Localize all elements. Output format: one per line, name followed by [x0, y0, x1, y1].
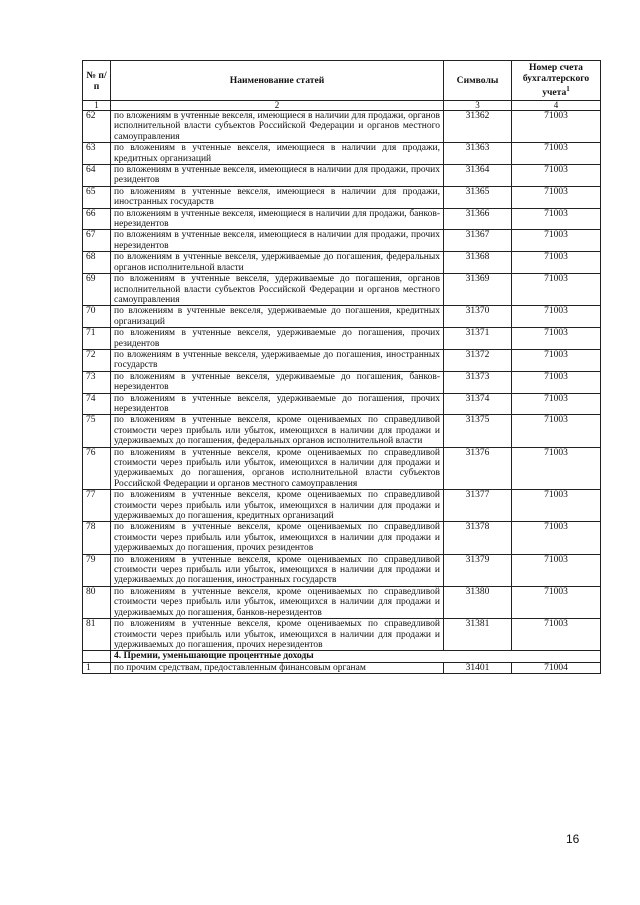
row-description: по вложениям в учтенные векселя, имеющиеся в наличии для продажи, прочих нерезидентов: [111, 230, 444, 252]
row-description: по вложениям в учтенные векселя, кроме оцениваемых по справедливой стоимости через прибыль или убыток, имеющихся в наличии для продажи и удерживаемых до погашения, федеральных органов исполнительной власти: [111, 415, 444, 447]
row-number: 77: [83, 490, 111, 522]
row-description: по вложениям в учтенные векселя, удерживаемые до погашения, банков-нерезидентов: [111, 371, 444, 393]
row-number: 66: [83, 208, 111, 230]
table-body: [83, 111, 601, 651]
row-number: 79: [83, 554, 111, 586]
row-description: по вложениям в учтенные векселя, кроме оцениваемых по справедливой стоимости через прибыль или убыток, имеющихся в наличии для продажи и удерживаемых до погашения, прочих нерезидентов: [111, 619, 444, 651]
row-number: 73: [83, 371, 111, 393]
table-row: [83, 165, 601, 187]
row-account: 71003: [512, 252, 601, 274]
row-description: по вложениям в учтенные векселя, удерживаемые до погашения, федеральных органов исполнительной власти: [111, 252, 444, 274]
row-symbol: 31374: [444, 393, 512, 415]
table-footer-body: [83, 651, 601, 674]
row-description: по вложениям в учтенные векселя, имеющиеся в наличии для продажи, кредитных организаций: [111, 143, 444, 165]
page-number: 16: [566, 832, 580, 846]
table-row: [83, 306, 601, 328]
row-description: по вложениям в учтенные векселя, кроме оцениваемых по справедливой стоимости через прибыль или убыток, имеющихся в наличии для продажи и удерживаемых до погашения, прочих резидентов: [111, 522, 444, 554]
row-description: по вложениям в учтенные векселя, кроме оцениваемых по справедливой стоимости через прибыль или убыток, имеющихся в наличии для продажи и удерживаемых до погашения, иностранных государств: [111, 554, 444, 586]
row-symbol: 31364: [444, 165, 512, 187]
table-row: [83, 447, 601, 490]
row-account: 71003: [512, 186, 601, 208]
row-account: 71003: [512, 274, 601, 306]
row-description: по вложениям в учтенные векселя, удерживаемые до погашения, прочих резидентов: [111, 328, 444, 350]
row-number: 67: [83, 230, 111, 252]
table-row: [83, 619, 601, 651]
row-number: 74: [83, 393, 111, 415]
row-number: 72: [83, 349, 111, 371]
row-number: 75: [83, 415, 111, 447]
section-row: [83, 651, 601, 662]
table-row: [83, 111, 601, 143]
row-account: 71003: [512, 522, 601, 554]
index-cell: 1: [83, 101, 111, 111]
row-account: 71003: [512, 393, 601, 415]
table-row: [83, 252, 601, 274]
table-row: [83, 371, 601, 393]
row-account: 71003: [512, 371, 601, 393]
row-number: 68: [83, 252, 111, 274]
footnote-mark: 1: [566, 85, 570, 94]
table-row: [83, 586, 601, 618]
row-account: 71003: [512, 208, 601, 230]
row-account: 71003: [512, 586, 601, 618]
table-row: [83, 554, 601, 586]
row-symbol: 31401: [444, 662, 512, 673]
row-number: 63: [83, 143, 111, 165]
header-name: Наименование статей: [111, 61, 444, 101]
row-description: по вложениям в учтенные векселя, удерживаемые до погашения, прочих нерезидентов: [111, 393, 444, 415]
row-symbol: 31381: [444, 619, 512, 651]
row-description: по прочим средствам, предоставленным финансовым органам: [111, 662, 444, 673]
table-row: [83, 662, 601, 673]
row-account: 71003: [512, 490, 601, 522]
table-row: [83, 522, 601, 554]
row-account: 71003: [512, 447, 601, 490]
header-account: [512, 61, 601, 101]
table-row: [83, 415, 601, 447]
table-row: [83, 143, 601, 165]
table-row: [83, 274, 601, 306]
row-account: 71003: [512, 165, 601, 187]
row-description: по вложениям в учтенные векселя, кроме оцениваемых по справедливой стоимости через прибыль или убыток, имеющихся в наличии для продажи и удерживаемых до погашения, органов исполнительной власти субъектов Российской Федерации и органов местного самоуправления: [111, 447, 444, 490]
column-index-row: [83, 101, 601, 111]
row-number: 81: [83, 619, 111, 651]
row-number: 62: [83, 111, 111, 143]
accounts-table: [82, 60, 601, 674]
index-cell: 3: [444, 101, 512, 111]
row-description: по вложениям в учтенные векселя, удерживаемые до погашения, органов исполнительной власти субъектов Российской Федерации и органов местного самоуправления: [111, 274, 444, 306]
header-num: № п/п: [83, 61, 111, 101]
row-symbol: 31368: [444, 252, 512, 274]
row-symbol: 31379: [444, 554, 512, 586]
row-symbol: 31365: [444, 186, 512, 208]
index-cell: 4: [512, 101, 601, 111]
row-description: по вложениям в учтенные векселя, кроме оцениваемых по справедливой стоимости через прибыль или убыток, имеющихся в наличии для продажи и удерживаемых до погашения, банков-нерезидентов: [111, 586, 444, 618]
row-symbol: 31367: [444, 230, 512, 252]
row-number: 64: [83, 165, 111, 187]
row-number: 71: [83, 328, 111, 350]
row-symbol: 31363: [444, 143, 512, 165]
row-description: по вложениям в учтенные векселя, кроме оцениваемых по справедливой стоимости через прибыль или убыток, имеющихся в наличии для продажи и удерживаемых до погашения, кредитных организаций: [111, 490, 444, 522]
table-row: [83, 490, 601, 522]
row-symbol: 31378: [444, 522, 512, 554]
row-description: по вложениям в учтенные векселя, имеющиеся в наличии для продажи, банков-нерезидентов: [111, 208, 444, 230]
row-symbol: 31376: [444, 447, 512, 490]
row-account: 71003: [512, 415, 601, 447]
row-symbol: 31377: [444, 490, 512, 522]
row-symbol: 31372: [444, 349, 512, 371]
row-description: по вложениям в учтенные векселя, удерживаемые до погашения, кредитных организаций: [111, 306, 444, 328]
index-cell: 2: [111, 101, 444, 111]
row-symbol: 31366: [444, 208, 512, 230]
row-description: по вложениям в учтенные векселя, имеющиеся в наличии для продажи, органов исполнительной власти субъектов Российской Федерации и органов местного самоуправления: [111, 111, 444, 143]
table-row: [83, 349, 601, 371]
table-row: [83, 393, 601, 415]
table-row: [83, 208, 601, 230]
table-row: [83, 186, 601, 208]
row-symbol: 31362: [444, 111, 512, 143]
row-symbol: 31370: [444, 306, 512, 328]
row-number: 70: [83, 306, 111, 328]
row-account: 71003: [512, 306, 601, 328]
header-account-label: Номер счета бухгалтерского учета: [522, 62, 590, 99]
row-symbol: 31380: [444, 586, 512, 618]
section-title: 4. Премии, уменьшающие процентные доходы: [111, 651, 601, 662]
row-symbol: 31373: [444, 371, 512, 393]
header-symbols: Символы: [444, 61, 512, 101]
row-symbol: 31369: [444, 274, 512, 306]
row-number: 65: [83, 186, 111, 208]
row-account: 71004: [512, 662, 601, 673]
row-account: 71003: [512, 328, 601, 350]
row-number: 76: [83, 447, 111, 490]
row-description: по вложениям в учтенные векселя, имеющиеся в наличии для продажи, прочих резидентов: [111, 165, 444, 187]
table-header-row: [83, 61, 601, 101]
row-account: 71003: [512, 619, 601, 651]
row-description: по вложениям в учтенные векселя, имеющиеся в наличии для продажи, иностранных государств: [111, 186, 444, 208]
row-description: по вложениям в учтенные векселя, удерживаемые до погашения, иностранных государств: [111, 349, 444, 371]
row-symbol: 31375: [444, 415, 512, 447]
row-account: 71003: [512, 230, 601, 252]
row-account: 71003: [512, 143, 601, 165]
table-row: [83, 328, 601, 350]
row-symbol: 31371: [444, 328, 512, 350]
row-account: 71003: [512, 349, 601, 371]
row-account: 71003: [512, 554, 601, 586]
table-row: [83, 230, 601, 252]
row-account: 71003: [512, 111, 601, 143]
row-number: 78: [83, 522, 111, 554]
row-number: 1: [83, 662, 111, 673]
row-number: 80: [83, 586, 111, 618]
row-number: 69: [83, 274, 111, 306]
